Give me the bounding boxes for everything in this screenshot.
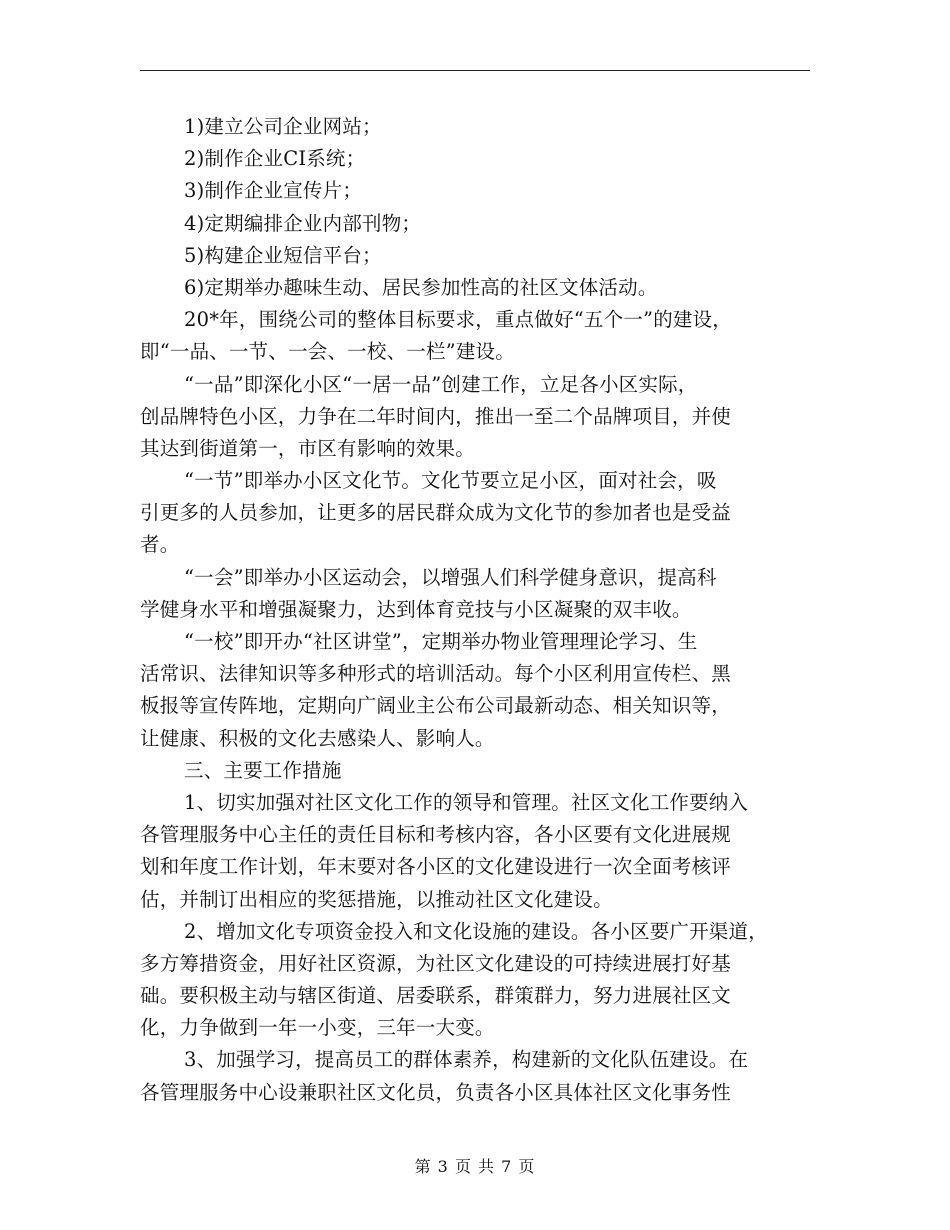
text-line: 1)建立公司企业网站； (184, 115, 382, 138)
text-line: 让健康、积极的文化去感染人、影响人。 (140, 726, 495, 750)
text-line: “一节”即举办小区文化节。文化节要立足小区，面对社会，吸 (184, 469, 717, 493)
text-line: 活常识、法律知识等多种形式的培训活动。每个小区利用宣传栏、黑 (140, 662, 732, 686)
header-rule (140, 70, 810, 71)
text-line: 5)构建企业短信平台； (184, 243, 382, 267)
text-line: 创品牌特色小区，力争在二年时间内，推出一至二个品牌项目，并使 (140, 404, 732, 428)
text-line: 各管理服务中心主任的责任目标和考核内容，各小区要有文化进展规 (140, 823, 732, 847)
text-line: 础。要积极主动与辖区街道、居委联系，群策群力，努力进展社区文 (140, 984, 732, 1008)
text-line: 3、加强学习，提高员工的群体素养，构建新的文化队伍建设。在 (184, 1048, 749, 1072)
text-line: “一会”即举办小区运动会，以增强人们科学健身意识，提高科 (184, 565, 717, 589)
text-line: “一品”即深化小区“一居一品”创建工作，立足各小区实际， (184, 372, 698, 396)
text-line: 其达到街道第一，市区有影响的效果。 (140, 436, 475, 460)
text-line: 6)定期举办趣味生动、居民参加性高的社区文体活动。 (184, 275, 658, 299)
text-line: 4)定期编排企业内部刊物； (184, 211, 422, 235)
text-line: 学健身水平和增强凝聚力，达到体育竞技与小区凝聚的双丰收。 (140, 597, 692, 621)
text-line: 三、主要工作措施 (184, 758, 342, 782)
text-line: 各管理服务中心设兼职社区文化员，负责各小区具体社区文化事务性 (140, 1080, 732, 1104)
document-body (140, 111, 812, 1109)
text-line: 化，力争做到一年一小变，三年一大变。 (140, 1016, 495, 1040)
text-line: “一校”即开办“社区讲堂”，定期举办物业管理理论学习、生 (184, 630, 698, 653)
text-line: 3)制作企业宣传片； (184, 179, 363, 203)
text-line: 划和年度工作计划，年末要对各小区的文化建设进行一次全面考核评 (140, 855, 732, 879)
text-line: 引更多的人员参加，让更多的居民群众成为文化节的参加者也是受益 (140, 501, 732, 525)
text-line: 20*年，围绕公司的整体目标要求，重点做好“五个一”的建设， (184, 308, 733, 332)
text-line: 估，并制订出相应的奖惩措施，以推动社区文化建设。 (140, 887, 613, 911)
text-line: 2、增加文化专项资金投入和文化设施的建设。各小区要广开渠道， (184, 919, 768, 943)
text-line: 1、切实加强对社区文化工作的领导和管理。社区文化工作要纳入 (184, 790, 749, 814)
text-line: 2)制作企业CI系统； (184, 147, 366, 171)
text-line: 即“一品、一节、一会、一校、一栏”建设。 (140, 340, 515, 364)
text-line: 板报等宣传阵地，定期向广阔业主公布公司最新动态、相关知识等， (140, 694, 732, 718)
text-line: 多方筹措资金，用好社区资源，为社区文化建设的可持续进展打好基 (140, 951, 732, 975)
text-line: 者。 (140, 533, 180, 557)
page-footer: 第 3 页 共 7 页 (414, 1157, 536, 1176)
